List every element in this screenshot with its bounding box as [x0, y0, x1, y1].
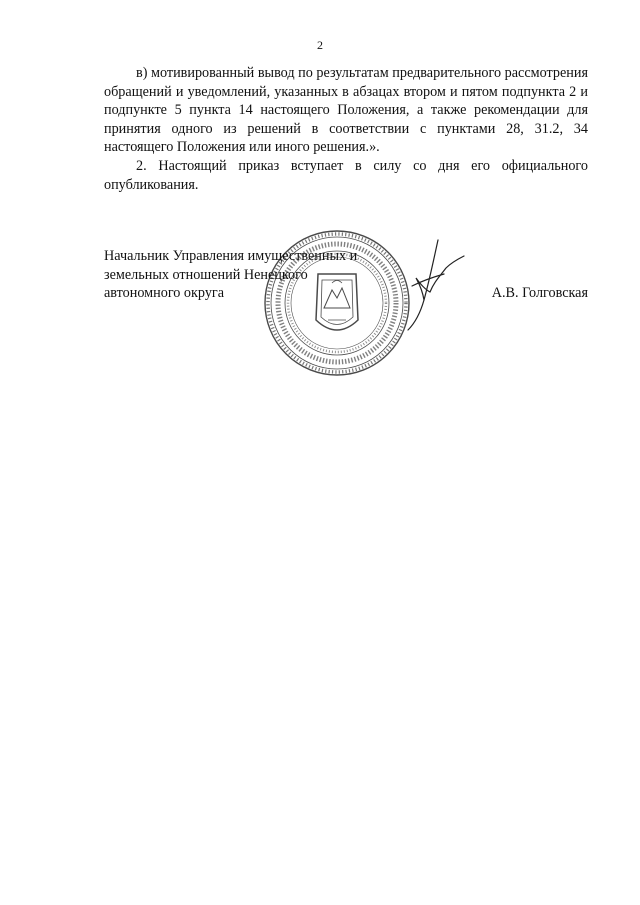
signatory-position-line: Начальник Управления имущественных и [104, 248, 358, 264]
handwritten-signature [400, 238, 470, 333]
page-number: 2 [317, 38, 323, 52]
signatory-position-line: автономного округа [104, 285, 225, 302]
signatory-position-line: земельных отношений Ненецкого [104, 266, 308, 283]
signature-block [104, 247, 588, 303]
paragraph-clause-v: в) мотивированный вывод по результатам предварительного рассмотрения обращений и уведомлений, указанных в абзацах втором и пятом подпункта 2 и подпункте 5 пункта 14 настоящего Положения, а также рекомендации для принятия одного из решений в соответствии с пунктами 28, 31.2, 34 настоящего Положения или иного решения.». [104, 65, 588, 156]
document-body [104, 64, 588, 194]
signatory-name: А.В. Голговская [491, 285, 588, 302]
paragraph-clause-2: 2. Настоящий приказ вступает в силу со дня его официального опубликования. [104, 157, 588, 193]
